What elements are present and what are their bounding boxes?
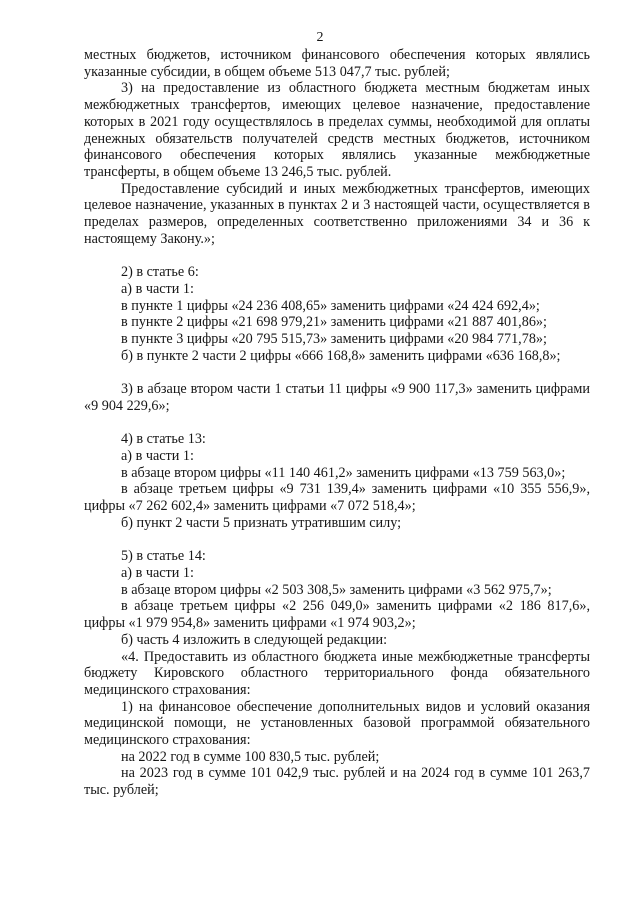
page-number: 2 [316,30,324,45]
paragraph-article-13: 4) в статье 13: [121,431,206,448]
paragraph-new-part-4: «4. Предоставить из областного бюджета иные межбюджетные трансферты бюджету Кировского областного территориального фонда обязательного медицинского страхования: [84,648,590,698]
paragraph-article-6-part-2: б) в пункте 2 части 2 цифры «666 168,8» заменить цифрами «636 168,8»; [121,347,561,364]
paragraph-article-14: 5) в статье 14: [121,548,206,565]
paragraph-amount-2022: на 2022 год в сумме 100 830,5 тыс. рублей; [121,748,380,765]
paragraph-local-budgets-subsidies: местных бюджетов, источником финансового обеспечения которых являлись указанные субсидии, в общем объеме 513 047,7 тыс. рублей; [84,47,590,80]
paragraph-article-14-second-abzac: в абзаце втором цифры «2 503 308,5» заменить цифрами «3 562 975,7»; [121,581,552,598]
paragraph-article-13-part-1: а) в части 1: [121,447,194,464]
paragraph-article-11: 3) в абзаце втором части 1 статьи 11 цифры «9 900 117,3» заменить цифрами «9 904 229,6»; [84,381,590,414]
paragraph-amount-2023-2024: на 2023 год в сумме 101 042,9 тыс. рублей и на 2024 год в сумме 101 263,7 тыс. рублей; [84,765,590,799]
paragraph-article-14-third-abzac: в абзаце третьем цифры «2 256 049,0» заменить цифрами «2 186 817,6», цифры «1 979 954,8» заменить цифрами «1 974 903,2»; [84,598,590,632]
paragraph-article-14-part-4: б) часть 4 изложить в следующей редакции: [121,631,388,648]
paragraph-article-6-point-2: в пункте 2 цифры «21 698 979,21» заменить цифрами «21 887 401,86»; [121,314,547,331]
document-body [84,47,590,799]
paragraph-article-6: 2) в статье 6: [121,264,199,281]
paragraph-article-13-third-abzac: в абзаце третьем цифры «9 731 139,4» заменить цифрами «10 355 556,9», цифры «7 262 602,4» заменить цифрами «7 072 518,4»; [84,481,590,514]
paragraph-article-13-part-5: б) пункт 2 части 5 признать утратившим силу; [121,514,402,531]
paragraph-provision-subsidies: Предоставление субсидий и иных межбюджетных трансфертов, имеющих целевое назначение, указанных в пунктах 2 и 3 настоящей части, осуществляется в пределах размеров, определенных соответственно приложениями 34 и 36 к настоящему Закону.»; [84,180,590,247]
paragraph-item-3-transfers: 3) на предоставление из областного бюджета местным бюджетам иных межбюджетных трансфертов, имеющих целевое назначение, предоставление которых в 2021 году осуществлялось в пределах суммы, необходимой для оплаты денежных обязательств получателей средств местных бюджетов, источником финансового обеспечения которых являлись указанные межбюджетные трансферты, в общем объеме 13 246,5 тыс. рублей. [84,80,590,180]
paragraph-article-14-part-1: а) в части 1: [121,565,194,582]
paragraph-article-13-second-abzac: в абзаце втором цифры «11 140 461,2» заменить цифрами «13 759 563,0»; [121,464,566,481]
paragraph-article-6-part-1: а) в части 1: [121,280,194,297]
paragraph-article-6-point-1: в пункте 1 цифры «24 236 408,65» заменить цифрами «24 424 692,4»; [121,297,540,314]
paragraph-new-part-4-item-1: 1) на финансовое обеспечение дополнительных видов и условий оказания медицинской помощи, не установленных базовой программой обязательного медицинского страхования: [84,698,590,749]
paragraph-article-6-point-3: в пункте 3 цифры «20 795 515,73» заменить цифрами «20 984 771,78»; [121,330,547,347]
